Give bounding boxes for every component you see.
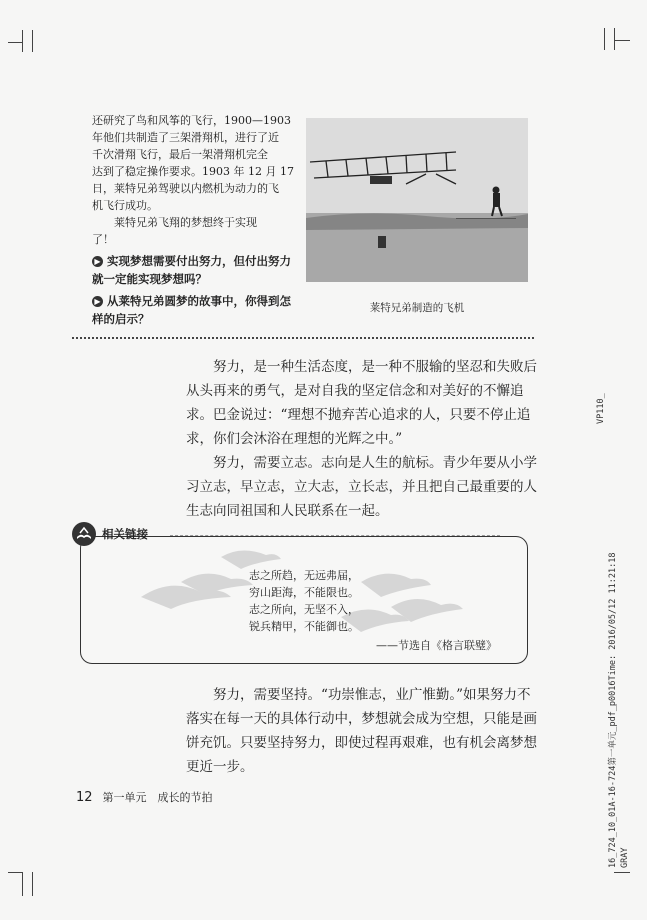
- story-line: 千次滑翔飞行，最后一架滑翔机完全: [92, 148, 268, 161]
- crop-mark: [604, 28, 605, 50]
- dotted-divider: [72, 337, 534, 339]
- poem-line: 志之所趋，无远弗届，: [249, 569, 359, 582]
- side-mark-gray: GRAY: [620, 847, 630, 868]
- question-1-text: 实现梦想需要付出努力，但付出努力就一定能实现梦想吗？: [92, 254, 291, 286]
- crop-mark: [22, 30, 23, 52]
- question-2: [92, 292, 297, 328]
- story-line: 日，莱特兄弟驾驶以内燃机为动力的飞: [92, 182, 279, 195]
- story-line: 达到了稳定操作要求。1903 年 12 月 17: [92, 165, 294, 178]
- paragraph-effort-attitude: 努力，是一种生活态度，是一种不服输的坚忍和失败后从头再来的勇气，是对自我的坚定信念和对美好的不懈追求。巴金说过：“理想不抛弃苦心追求的人，只要不停止追求，你们会沐浴在理想的光辉之中。”: [186, 359, 537, 447]
- crop-mark: [614, 872, 630, 873]
- story-line: 机飞行成功。: [92, 199, 158, 212]
- wright-brothers-story: [92, 112, 297, 328]
- side-mark-lower: 16_724_10_01A-16-724第一单元_pdf_p0016Time: 2016/05/12 11:21:18: [608, 552, 618, 868]
- question-1: [92, 252, 297, 288]
- photo-caption: 莱特兄弟制造的飞机: [369, 302, 465, 314]
- story-line: 还研究了鸟和风筝的飞行，1900—1903: [92, 114, 291, 127]
- crop-mark: [614, 40, 630, 41]
- paragraph-effort-persistence: 努力，需要坚持。“功崇惟志，业广惟勤。”如果努力不落实在每一天的具体行动中，梦想就会成为空想，只能是画饼充饥。只要坚持努力，即使过程再艰难，也有机会离梦想更近一步。: [186, 687, 537, 775]
- related-link-box: [80, 536, 528, 664]
- airplane-illustration: [306, 118, 528, 282]
- unit-title: 第一单元 成长的节拍: [102, 791, 213, 804]
- crop-mark: [8, 872, 22, 873]
- crop-mark: [32, 30, 33, 52]
- page-number: 12: [76, 790, 93, 805]
- story-line: 了！: [92, 233, 114, 246]
- story-line: 莱特兄弟飞翔的梦想终于实现: [92, 216, 257, 229]
- page-footer: [76, 789, 213, 805]
- related-link-title: 相关链接: [102, 527, 148, 541]
- arrow-icon: ▶: [92, 256, 103, 267]
- crop-mark: [22, 872, 23, 896]
- question-2-text: 从莱特兄弟圆梦的故事中，你得到怎样的启示？: [92, 294, 291, 326]
- header-dashed-line: [170, 535, 500, 536]
- poem: [249, 567, 359, 635]
- poem-line: 穷山距海，不能限也。: [249, 586, 359, 599]
- arrow-icon: ▶: [92, 296, 103, 307]
- wright-flyer-photo: [306, 118, 528, 282]
- side-mark-upper: VP110_: [596, 393, 606, 424]
- paragraph-effort-aspiration: 努力，需要立志。志向是人生的航标。青少年要从小学习立志，早立志，立大志，立长志，并且把自己最重要的人生志向同祖国和人民联系在一起。: [186, 455, 537, 519]
- story-line: 年他们共制造了三架滑翔机，进行了近: [92, 131, 279, 144]
- related-link-header: [72, 522, 534, 548]
- poem-source: ——节选自《格言联璧》: [376, 639, 497, 652]
- crop-mark: [614, 28, 615, 50]
- book-icon: [72, 522, 96, 546]
- poem-line: 志之所向，无坚不入，: [249, 603, 359, 616]
- crop-mark: [32, 872, 33, 896]
- poem-line: 锐兵精甲，不能御也。: [249, 620, 359, 633]
- crop-mark: [8, 42, 22, 43]
